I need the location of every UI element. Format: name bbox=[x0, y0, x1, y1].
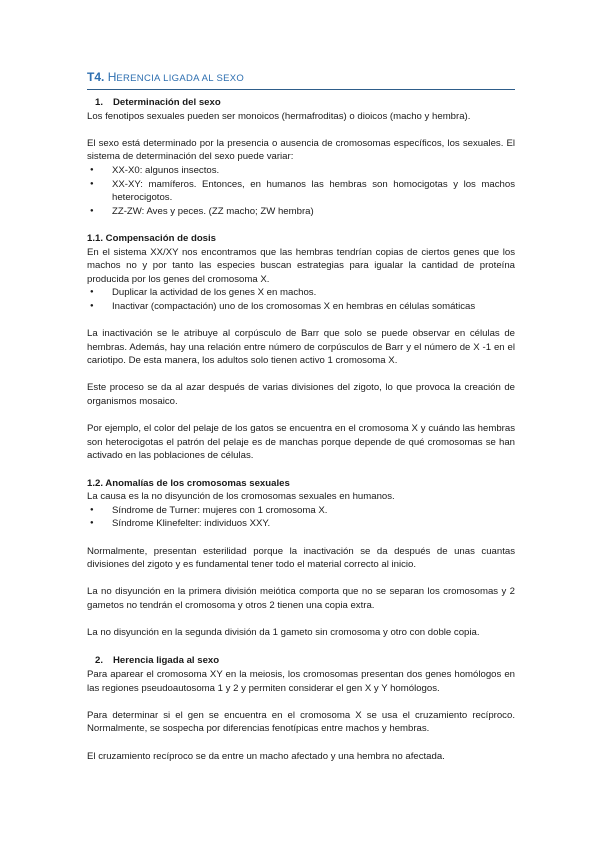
title-first-letter: H bbox=[107, 70, 117, 84]
document-page bbox=[87, 70, 515, 763]
subsection-1-2-heading: 1.2. Anomalías de los cromosomas sexuales bbox=[87, 477, 290, 489]
paragraph: Los fenotipos sexuales pueden ser monoicos (hermafroditas) o dioicos (macho y hembra). bbox=[87, 110, 471, 122]
paragraph: En el sistema XX/XY nos encontramos que las hembras tendrían copias de ciertos genes que los machos no y por tanto las especies buscan estrategias para igualar la cantidad de proteína producida por los genes del cromosoma X. bbox=[87, 246, 515, 285]
list-item: ● XX-X0: algunos insectos. bbox=[87, 164, 515, 178]
list-item: ● Inactivar (compactación) uno de los cromosomas X en hembras en células somáticas bbox=[87, 300, 515, 314]
paragraph: El sexo está determinado por la presencia o ausencia de cromosomas específicos, los sexuales. El sistema de determinación del sexo puede variar: bbox=[87, 137, 515, 163]
list-item: ● ZZ-ZW: Aves y peces. (ZZ macho; ZW hembra) bbox=[87, 205, 515, 219]
paragraph: Para aparear el cromosoma XY en la meiosis, los cromosomas presentan dos genes homólogos en las regiones pseudoautosoma 1 y 2 y permiten considerar el gen X y Y homólogos. bbox=[87, 668, 515, 694]
title-block bbox=[87, 70, 515, 90]
paragraph: La no disyunción en la segunda división da 1 gameto sin cromosoma y otro con doble copia. bbox=[87, 627, 480, 639]
list-item: ● Síndrome de Turner: mujeres con 1 cromosoma X. bbox=[87, 504, 515, 518]
page-title bbox=[87, 70, 515, 86]
list-item: ● XX-XY: mamíferos. Entonces, en humanos las hembras son homocigotas y los machos heterocigotos. bbox=[87, 178, 515, 205]
section-1-heading bbox=[95, 96, 515, 110]
section-2-title: Herencia ligada al sexo bbox=[113, 655, 220, 667]
bullet-list bbox=[87, 164, 515, 218]
section-1-title: Determinación del sexo bbox=[113, 97, 221, 108]
list-item: ● Síndrome Klinefelter: individuos XXY. bbox=[87, 517, 515, 531]
list-item: ● Duplicar la actividad de los genes X en machos. bbox=[87, 286, 515, 300]
paragraph: La no disyunción en la primera división meiótica comporta que no se separan los cromosomas y 2 gametos no tendrán el cromosoma y otros 2 tienen una copia extra. bbox=[87, 586, 515, 611]
paragraph: La inactivación se le atribuye al corpúsculo de Barr que solo se puede observar en células de hembras. Además, hay una relación entre número de corpúsculos de Barr y el número de X -1 en el cariotipo. De esta manera, los adultos solo tienen activo 1 cromosoma X. bbox=[87, 328, 515, 367]
bullet-list bbox=[87, 504, 515, 531]
paragraph: Normalmente, presentan esterilidad porque la inactivación se da después de unas cuantas divisiones del zigoto y es fundamental tener todo el material correcto al inicio. bbox=[87, 545, 515, 571]
section-2-heading bbox=[95, 654, 515, 668]
section-2-number: 2. bbox=[95, 655, 104, 667]
title-number: T4. bbox=[87, 70, 105, 84]
title-rest: ERENCIA LIGADA AL SEXO bbox=[116, 73, 245, 84]
paragraph: Este proceso se da al azar después de varias divisiones del zigoto, lo que provoca la creación de organismos mosaico. bbox=[87, 382, 515, 408]
paragraph: La causa es la no disyunción de los cromosomas sexuales en humanos. bbox=[87, 491, 395, 503]
paragraph: El cruzamiento recíproco se da entre un macho afectado y una hembra no afectada. bbox=[87, 750, 445, 762]
paragraph: Por ejemplo, el color del pelaje de los gatos se encuentra en el cromosoma X y cuándo las hembras son heterocigotas el patrón del pelaje es de manchas porque depende de qué cromosomas se han activado en las poblaciones de células. bbox=[87, 423, 515, 462]
subsection-1-1-heading: 1.1. Compensación de dosis bbox=[87, 232, 217, 244]
section-1-number: 1. bbox=[95, 97, 104, 108]
bullet-list bbox=[87, 286, 515, 313]
paragraph: Para determinar si el gen se encuentra en el cromosoma X se usa el cruzamiento recíproco. Normalmente, se sospecha por diferencias fenotípicas entre machos y hembras. bbox=[87, 709, 515, 735]
